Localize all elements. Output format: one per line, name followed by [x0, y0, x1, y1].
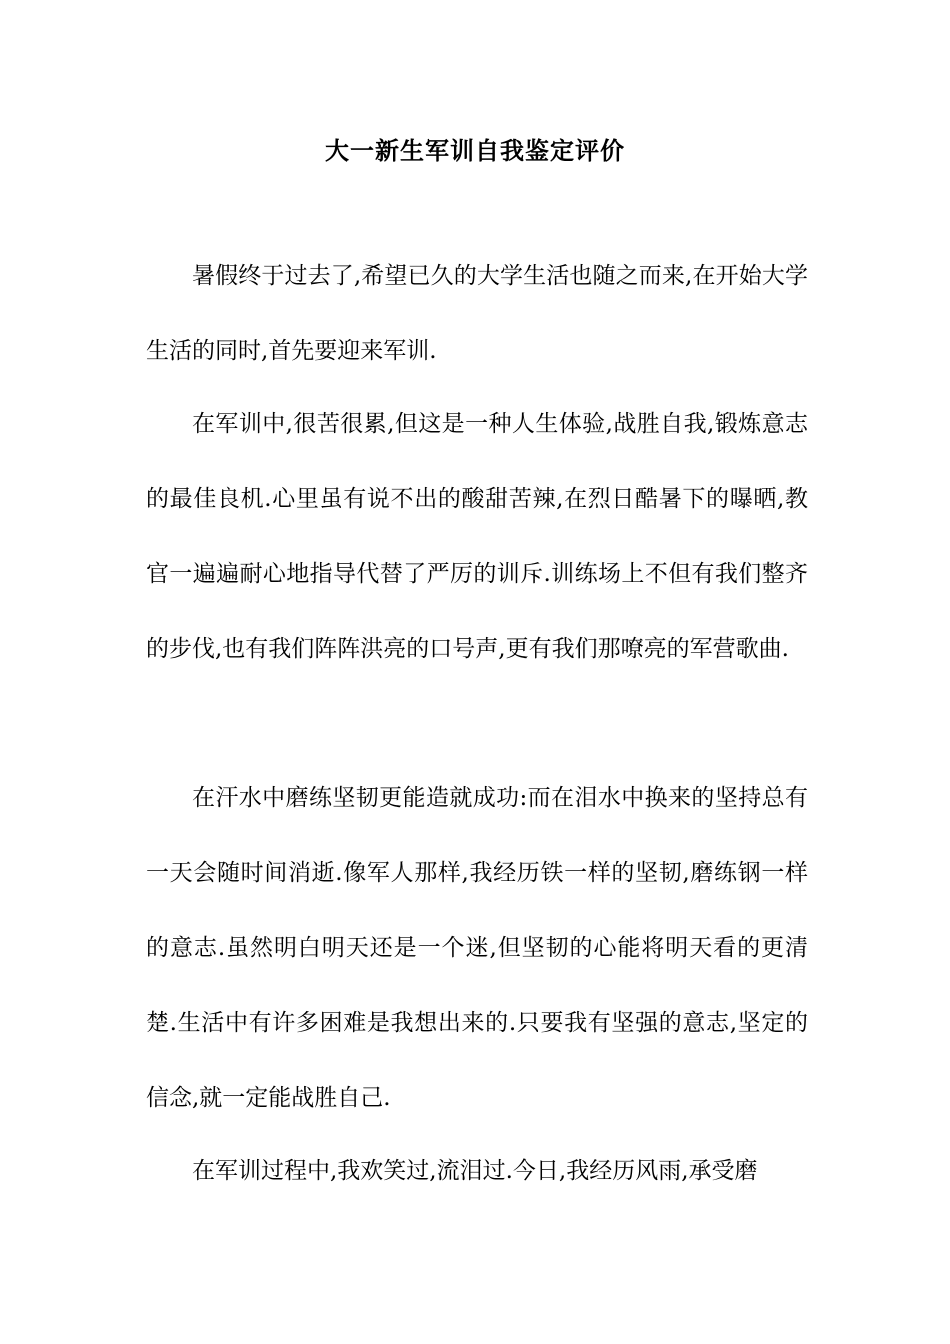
document-title: 大一新生军训自我鉴定评价	[325, 136, 625, 165]
paragraph-4: 在军训过程中,我欢笑过,流泪过.今日,我经历风雨,承受磨	[192, 1158, 758, 1184]
paragraph-3: 在汗水中磨练坚韧更能造就成功:而在泪水中换来的坚持总有一天会随时间消逝.像军人那样,我经历铁一样的坚韧,磨练钢一样的意志.虽然明白明天还是一个迷,但坚韧的心能将明天看的更清楚.生活中有许多困难是我想出来的.只要我有坚强的意志,坚定的信念,就一定能战胜自己.	[146, 785, 808, 1111]
paragraph-1: 暑假终于过去了,希望已久的大学生活也随之而来,在开始大学生活的同时,首先要迎来军训.	[146, 263, 808, 364]
paragraph-2: 在军训中,很苦很累,但这是一种人生体验,战胜自我,锻炼意志的最佳良机.心里虽有说不出的酸甜苦辣,在烈日酷暑下的曝晒,教官一遍遍耐心地指导代替了严厉的训斥.训练场上不但有我们整齐的步伐,也有我们阵阵洪亮的口号声,更有我们那嘹亮的军营歌曲.	[146, 411, 808, 662]
